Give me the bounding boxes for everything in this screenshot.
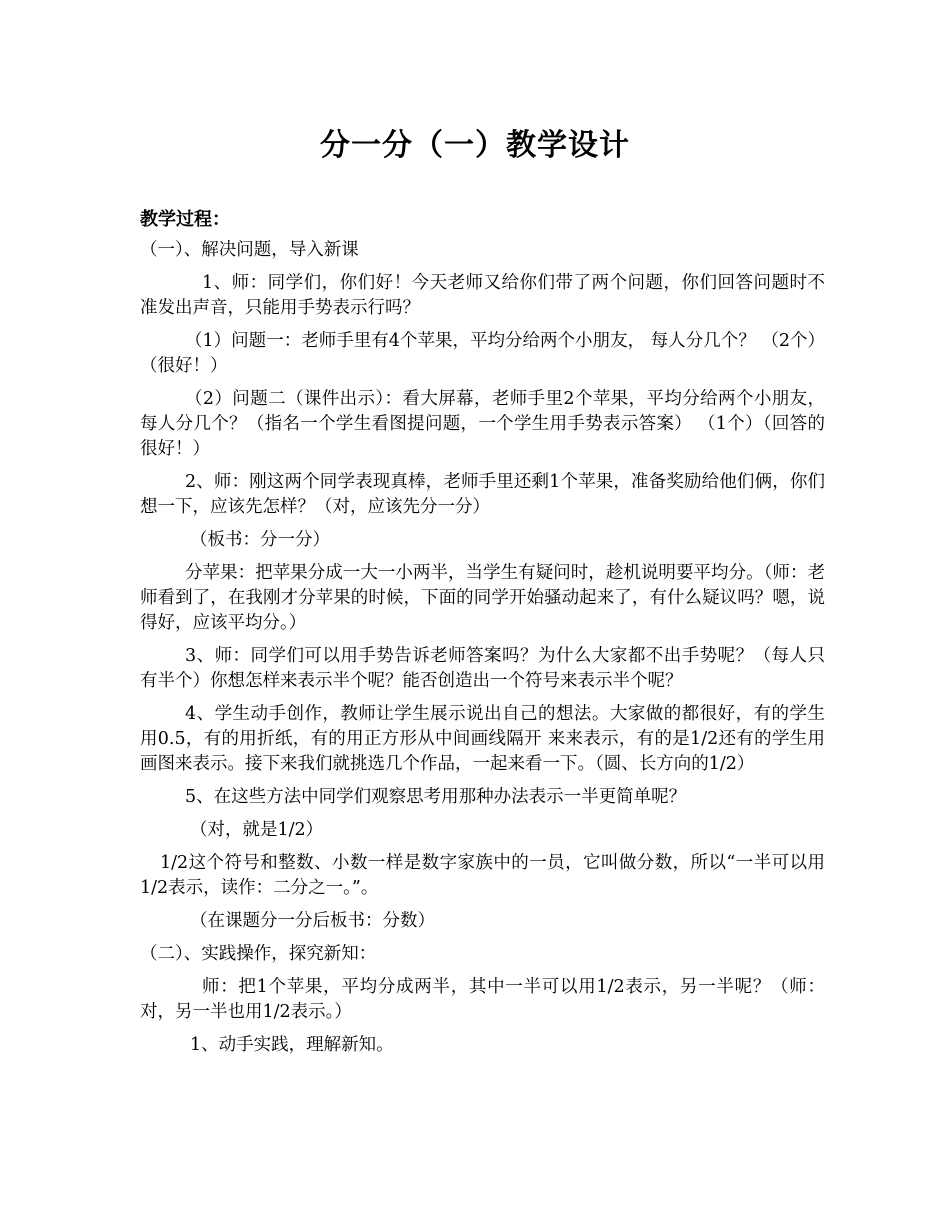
- paragraph: （在课题分一分后板书：分数）: [190, 911, 435, 931]
- paragraph: 2、师：刚这两个同学表现真棒，老师手里还剩1个苹果，准备奖励给他们俩，你们想一下，应该先怎样？（对，应该先分一分）: [140, 472, 825, 517]
- document-title: 分一分（一）教学设计: [320, 128, 630, 163]
- paragraph: 师：把1个苹果，平均分成两半，其中一半可以用1/2表示，另一半呢？（师：对，另一半也用1/2表示。）: [140, 977, 825, 1022]
- paragraph: 5、在这些方法中同学们观察思考用那种办法表示一半更简单呢？: [185, 787, 687, 807]
- paragraph: 1、动手实践，理解新知。: [190, 1035, 394, 1055]
- paragraph: 3、师：同学们可以用手势告诉老师答案吗？为什么大家都不出手势呢？（每人只有半个）你想怎样来表示半个呢？能否创造出一个符号来表示半个呢？: [140, 646, 825, 691]
- paragraph: 1/2这个符号和整数、小数一样是数字家族中的一员，它叫做分数，所以“一半可以用1/2表示，读作：二分之一。”。: [140, 853, 825, 898]
- paragraph: （2）问题二（课件出示）：看大屏幕，老师手里2个苹果，平均分给两个小朋友， 每人分几个？（指名一个学生看图提问题，一个学生用手势表示答案） （1个）（回答的很好！）: [140, 389, 825, 459]
- paragraph: （对，就是1/2）: [190, 820, 324, 840]
- paragraph: 1、师：同学们，你们好！今天老师又给你们带了两个问题，你们回答问题时不准发出声音，只能用手势表示行吗？: [140, 273, 825, 318]
- paragraph: （1）问题一：老师手里有4个苹果，平均分给两个小朋友， 每人分几个？ （2个）（很好！）: [140, 331, 825, 376]
- paragraph: 分苹果：把苹果分成一大一小两半，当学生有疑问时，趁机说明要平均分。（师：老师看到了，在我刚才分苹果的时候，下面的同学开始骚动起来了，有什么疑议吗？嗯，说得好，应该平均分。）: [140, 563, 825, 633]
- paragraph: （板书：分一分）: [190, 530, 330, 550]
- paragraph: （一）、解决问题，导入新课: [140, 240, 359, 260]
- section-heading: 教学过程：: [140, 209, 230, 230]
- paragraph: 4、学生动手创作，教师让学生展示说出自己的想法。大家做的都很好，有的学生用0.5，有的用折纸，有的用正方形从中间画线隔开 来来表示，有的是1/2还有的学生用画图来表示。接下来我们就挑选几个作品，一起来看一下。（圆、长方向的1/2）: [140, 704, 825, 774]
- document-body: [140, 238, 825, 1066]
- paragraph: （二）、实践操作，探究新知：: [140, 944, 377, 964]
